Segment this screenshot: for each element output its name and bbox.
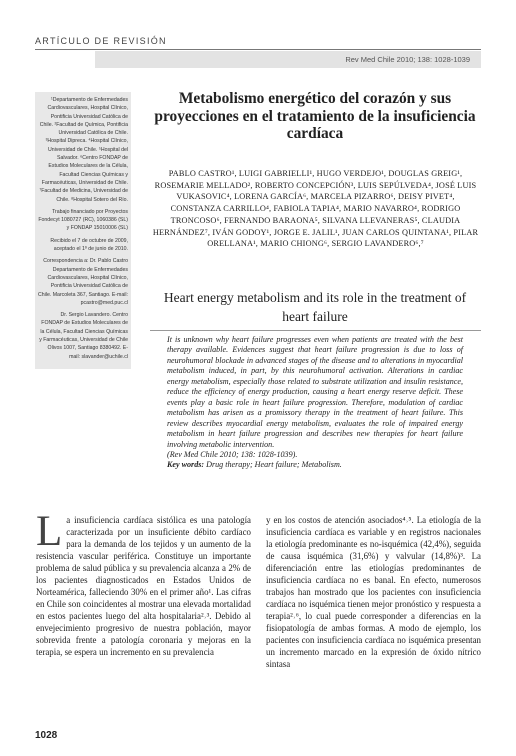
article-title-spanish: Metabolismo energético del corazón y sus proyecciones en el tratamiento de la insuficiencia cardíaca — [154, 90, 476, 143]
body-column-right — [266, 514, 481, 670]
abstract-text: It is unknown why heart failure progresses even when patients are treated with the best therapy available. Evidences suggest that heart failure progression is due to loss of neurohumoral blockade in advanced stages of the disease and to alterations in myocardial metabolism induced, in part, by this neurohumoral activation. Alterations in cardiac energy metabolism, especially those related to substrate utilization and insulin resistance, reduce the efficiency of energy production, causing a heart energy reserve deficit. These events play a basic role in heart failure progression. Therefore, modulation of cardiac metabolism has arisen as a promissory therapy in the treatment of heart failure. This review describes myocardial energy metabolism, evaluates the role of impaired energy metabolism in heart failure progression and describes new therapies for heart failure involving metabolic intervention. — [167, 335, 463, 449]
received-date: Recibido el 7 de octubre de 2009, aceptado el 1º de junio de 2010. — [50, 237, 128, 253]
keywords-label: Key words: — [167, 460, 205, 470]
affiliations-sidebar — [35, 92, 131, 369]
body-text-left: a insuficiencia cardíaca sistólica es una patología caracterizada por un insuficiente débito cardíaco para la demanda de los tejidos y un aumento de la resistencia vascular periférica. Constituye un importante problema de salud pública y su prevalencia alcanza a 2% de los pacientes diagnosticados en Estados Unidos de Norteamérica, falleciendo 30% en el primer año¹. Las cifras en Chile son coincidentes al mostrar una elevada mortalidad en estos pacientes luego del alta hospitalaria²˒³. Debido al envejecimiento progresivo de nuestra población, mayor sobrevida frente a patología coronaria y mejoras en la terapia, se espera un incremento en su prevalencia — [36, 515, 251, 657]
abstract-citation: (Rev Med Chile 2010; 138: 1028-1039). — [167, 449, 298, 459]
affiliations: ¹Departamento de Enfermedades Cardiovasculares, Hospital Clínico, Pontificia Universidad Católica de Chile. ²Facultad de Química, Pontificia Universidad Católica de Chile. ³Hospital Dipreca. ⁴Hospital Clínico, Universidad de Chile. ⁵Hospital del Salvador. ⁶Centro FONDAP de Estudios Moleculares de la Célula, Facultad Ciencias Químicas y Farmacéuticas, Universidad de Chile. ⁷Facultad de Medicina, Universidad de Chile. ⁸Hospital Sotero del Río. — [39, 97, 128, 203]
second-contact: Dr. Sergio Lavandero. Centro FONDAP de Estudios Moleculares de la Célula, Facultad Ciencias Químicas y Farmacéuticas, Universidad de Chile Olivos 1007, Santiago 8380492. E-mail: slavander@uchile.cl — [39, 312, 128, 360]
funding-note: Trabajo financiado por Proyectos Fondecyt 1080727 (RC), 1060386 (SL) y FONDAP 15010006 (SL) — [38, 208, 128, 232]
page-number: 1028 — [35, 730, 58, 741]
abstract — [167, 335, 463, 471]
body-text-right: y en los costos de atención asociados⁴˒⁵. La etiología de la insuficiencia cardíaca es variable y en registros nacionales la etiología predominante es no-isquémica (42,4%), seguida de causa isquémica (31,6%) y valvular (14,8%)³. La diferenciación entre las etiologías predominantes de insuficiencia cardíaca no es banal. En efecto, numerosos trabajos han mostrado que los pacientes con insuficiencia cardíaca no isquémica tienen mejor pronóstico y respuesta a terapia²˒⁶, lo cual puede corresponder a diferencias en la fisiopatología de ambas formas. A modo de ejemplo, los pacientes con insuficiencia cardíaca no isquémica presentan un incremento marcado en la expresión de óxido nítrico sintasa — [266, 515, 481, 669]
journal-header-bar — [95, 51, 481, 68]
correspondence: Correspondencia a: Dr. Pablo Castro Departamento de Enfermedades Cardiovasculares, Hospital Clínico, Pontificia Universidad Católica de Chile. Marcoleta 367, Santiago. E-mail: pcastro@med.puc.cl — [38, 258, 128, 306]
author-list: PABLO CASTRO¹, LUIGI GABRIELLI¹, HUGO VERDEJO¹, DOUGLAS GREIG¹, ROSEMARIE MELLADO², ROBERTO CONCEPCIÓN³, LUIS SEPÚLVEDA⁴, JOSÉ LUIS VUKASOVIC⁴, LORENA GARCÍA⁶, MARCELA PIZARRO⁶, DEISY PIVET⁴, CONSTANZA CARRILLO⁴, FABIOLA TAPIA⁴, MARIO NAVARRO⁴, RODRIGO TRONCOSO⁶, FERNANDO BARAONA⁵, SILVANA LLEVANERAS⁵, CLAUDIA HERNÁNDEZ⁷, IVÁN GODOY¹, JORGE E. JALIL¹, JUAN CARLOS QUINTANA¹, PILAR ORELLANA¹, MARIO CHIONG⁶, SERGIO LAVANDERO⁶,⁷ — [152, 169, 479, 249]
title-rule — [150, 330, 481, 331]
drop-cap: L — [36, 508, 63, 555]
journal-reference: Rev Med Chile 2010; 138: 1028-1039 — [345, 55, 470, 64]
article-title-english: Heart energy metabolism and its role in the treatment of heart failure — [163, 290, 467, 324]
keywords: Drug therapy; Heart failure; Metabolism. — [204, 460, 342, 470]
header-rule — [35, 49, 481, 50]
body-column-left — [36, 508, 251, 658]
section-label: ARTÍCULO DE REVISIÓN — [35, 36, 167, 46]
